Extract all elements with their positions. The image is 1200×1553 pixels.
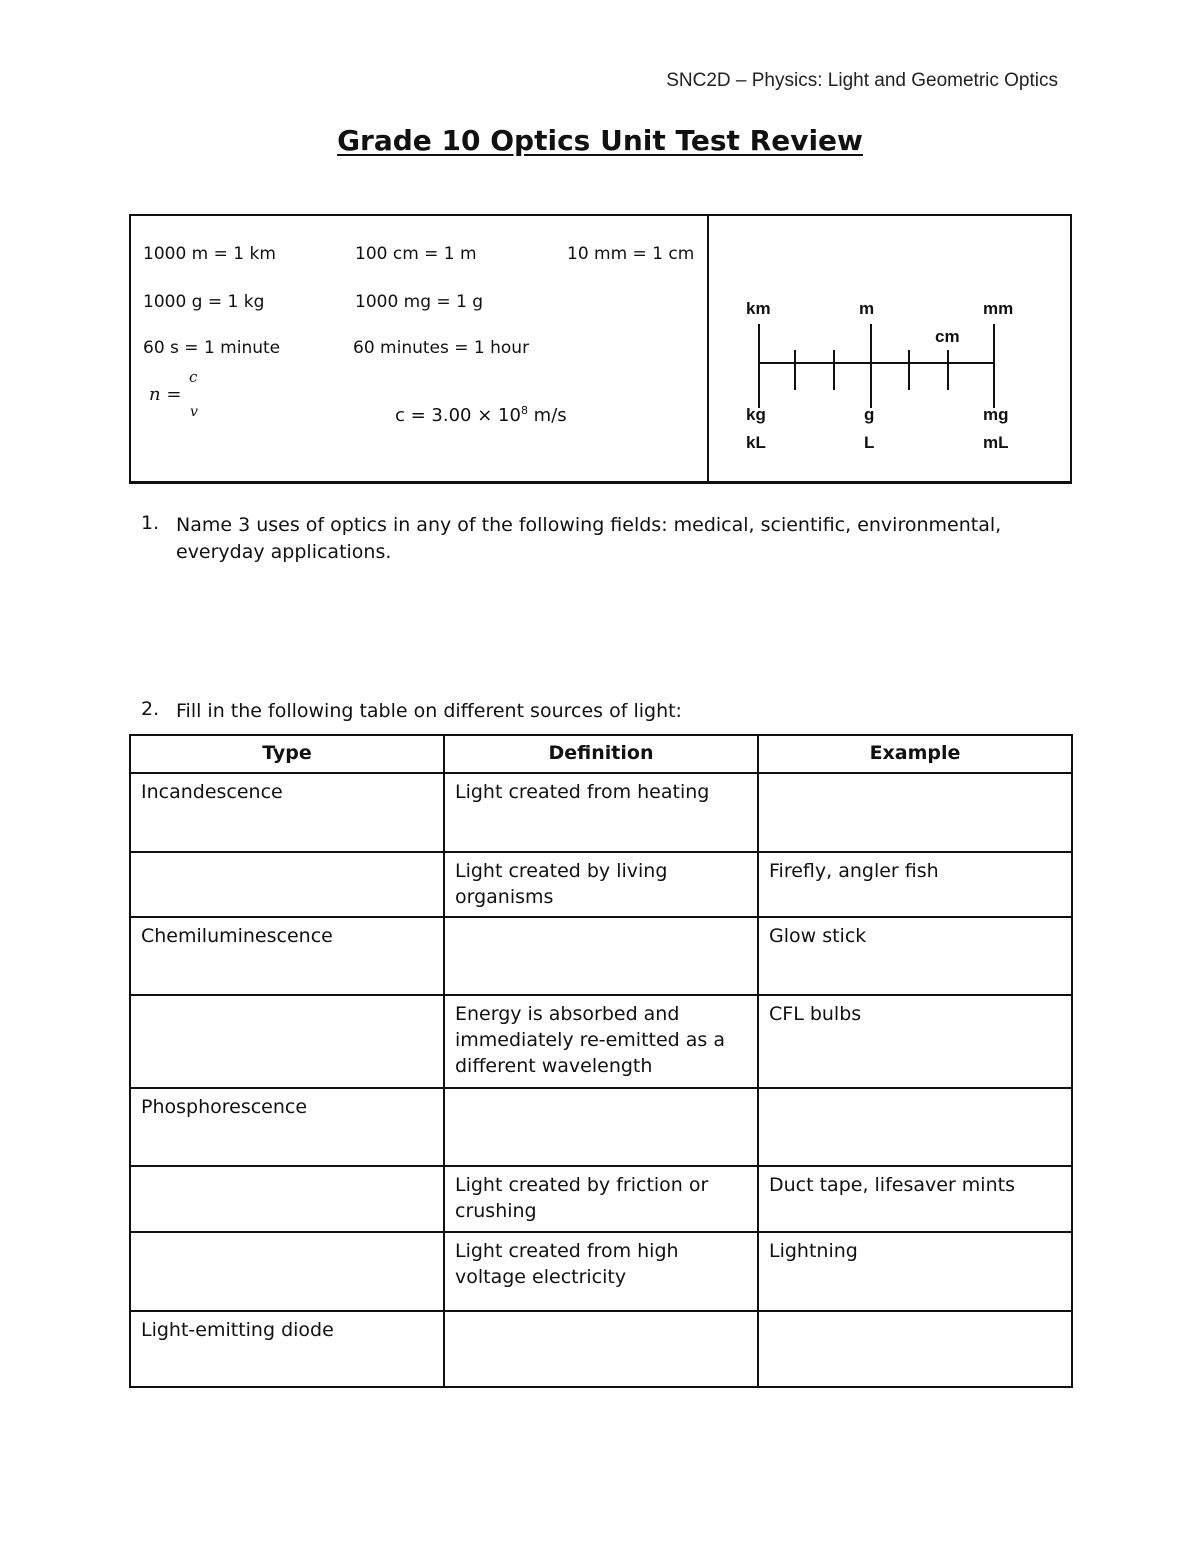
course-header: SNC2D – Physics: Light and Geometric Optics: [666, 70, 1058, 91]
table-row: [130, 1088, 1072, 1166]
metric-scale-svg: [743, 276, 1053, 456]
conversion-mg-g: 1000 mg = 1 g: [355, 292, 484, 312]
metric-scale-diagram: [743, 276, 1053, 456]
cell-example: Firefly, angler fish: [758, 852, 1072, 917]
cell-type: Phosphorescence: [130, 1088, 444, 1166]
cell-example: [758, 1311, 1072, 1387]
cell-definition: [444, 1088, 758, 1166]
cell-example: [758, 773, 1072, 852]
table-row: [130, 1166, 1072, 1232]
cell-type: [130, 852, 444, 917]
cell-definition: Light created by living organisms: [444, 852, 758, 917]
scale-label-mm: mm: [983, 299, 1014, 318]
cell-type: [130, 995, 444, 1088]
conversion-km: 1000 m = 1 km: [143, 244, 276, 264]
conversion-hour: 60 minutes = 1 hour: [353, 338, 530, 358]
cell-definition: Energy is absorbed and immediately re-emitted as a different wavelength: [444, 995, 758, 1088]
cell-type: [130, 1232, 444, 1311]
header-definition: Definition: [444, 735, 758, 773]
table-row: [130, 773, 1072, 852]
question-number: 1.: [141, 512, 160, 534]
page-title: Grade 10 Optics Unit Test Review: [337, 124, 863, 157]
question-number: 2.: [141, 698, 160, 720]
scale-label-cm: cm: [935, 327, 960, 346]
scale-label-ml: mL: [983, 433, 1009, 452]
scale-label-mg: mg: [983, 405, 1009, 424]
cell-example: CFL bulbs: [758, 995, 1072, 1088]
table-header-row: [130, 735, 1072, 773]
scale-label-km: km: [746, 299, 771, 318]
cell-example: Glow stick: [758, 917, 1072, 995]
header-example: Example: [758, 735, 1072, 773]
table-row: [130, 1311, 1072, 1387]
header-type: Type: [130, 735, 444, 773]
cell-example: Lightning: [758, 1232, 1072, 1311]
conversion-minute: 60 s = 1 minute: [143, 338, 281, 358]
conversion-mm-cm: 10 mm = 1 cm: [567, 244, 695, 264]
scale-label-l: L: [864, 433, 875, 452]
scale-label-g: g: [864, 405, 875, 424]
table-row: [130, 852, 1072, 917]
table-row: [130, 995, 1072, 1088]
cell-example: Duct tape, lifesaver mints: [758, 1166, 1072, 1232]
conversion-kg: 1000 g = 1 kg: [143, 292, 265, 312]
speed-of-light: $c = 3.00 \times 10^8$ m/s: [395, 404, 567, 426]
cell-definition: Light created from high voltage electricity: [444, 1232, 758, 1311]
cell-type: Incandescence: [130, 773, 444, 852]
reference-box: [129, 214, 1072, 484]
question-text: Name 3 uses of optics in any of the following fields: medical, scientific, environmental, everyday applications.: [176, 514, 1002, 563]
cell-type: [130, 1166, 444, 1232]
scale-label-kl: kL: [746, 433, 766, 452]
conversion-cm-m: 100 cm = 1 m: [355, 244, 477, 264]
scale-label-kg: kg: [746, 405, 766, 424]
formula-lhs: n =: [149, 384, 182, 405]
reference-divider: [707, 216, 709, 482]
question-text: Fill in the following table on different sources of light:: [176, 700, 682, 722]
scale-label-m: m: [859, 299, 875, 318]
cell-definition: [444, 917, 758, 995]
cell-definition: Light created from heating: [444, 773, 758, 852]
refractive-index-formula: [149, 370, 219, 424]
cell-definition: Light created by friction or crushing: [444, 1166, 758, 1232]
cell-definition: [444, 1311, 758, 1387]
cell-type: Chemiluminescence: [130, 917, 444, 995]
table-row: [130, 1232, 1072, 1311]
light-sources-table: [129, 734, 1073, 1388]
cell-example: [758, 1088, 1072, 1166]
formula-numerator: c: [189, 368, 198, 386]
table-row: [130, 917, 1072, 995]
speed-exponent: 8: [520, 404, 528, 417]
formula-denominator: v: [190, 404, 198, 420]
cell-type: Light-emitting diode: [130, 1311, 444, 1387]
